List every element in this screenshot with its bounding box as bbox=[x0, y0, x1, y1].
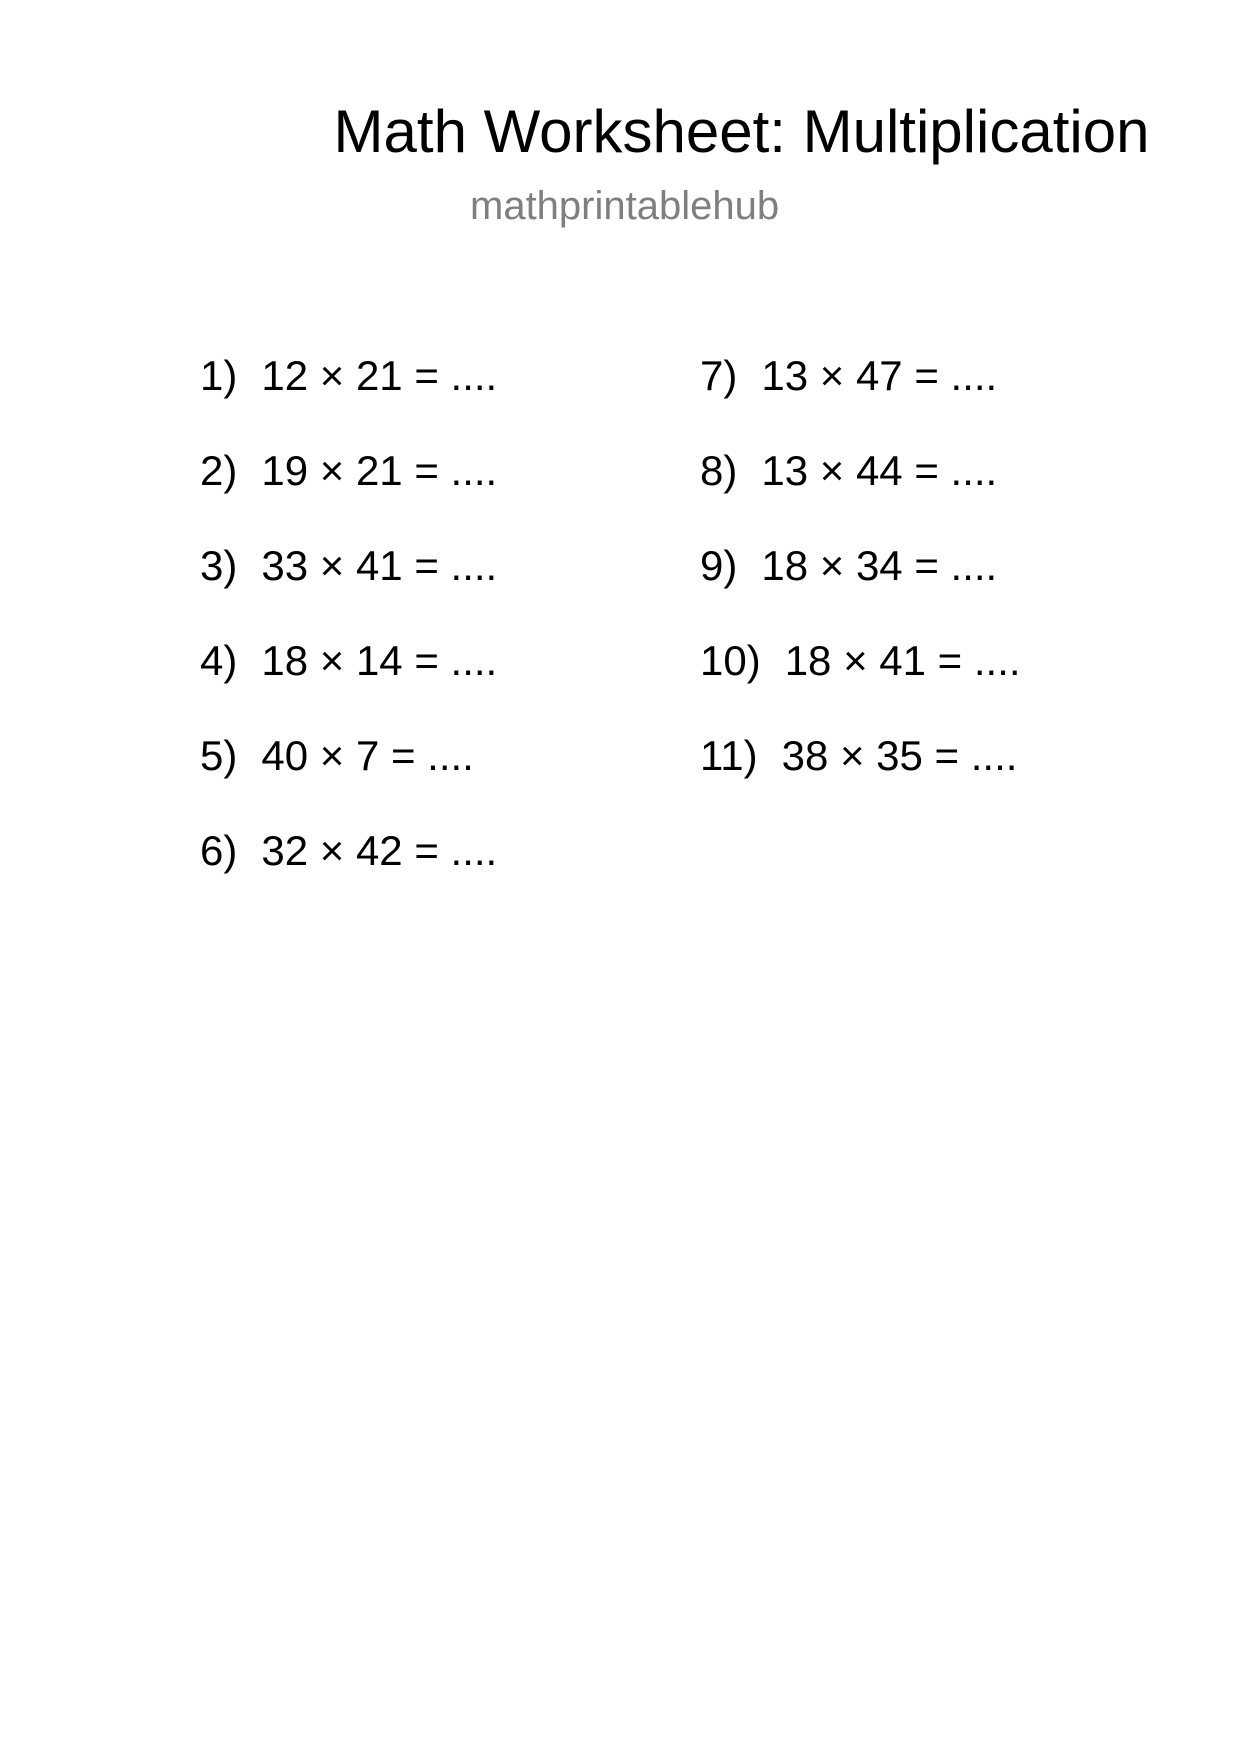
problem-number: 9) bbox=[700, 542, 738, 589]
problem-2 bbox=[200, 439, 497, 534]
problem-8 bbox=[700, 439, 1021, 534]
problem-number: 7) bbox=[700, 352, 738, 399]
source-label: mathprintablehub bbox=[470, 184, 780, 228]
problem-expression: 32 × 42 = .... bbox=[261, 827, 498, 874]
problem-expression: 19 × 21 = .... bbox=[261, 447, 498, 494]
problem-4 bbox=[200, 629, 497, 724]
problem-1 bbox=[200, 344, 497, 439]
problem-expression: 13 × 44 = .... bbox=[761, 447, 998, 494]
problem-number: 4) bbox=[200, 637, 238, 684]
problem-number: 11) bbox=[700, 732, 758, 779]
problem-expression: 18 × 41 = .... bbox=[784, 637, 1021, 684]
problem-5 bbox=[200, 724, 497, 819]
problem-7 bbox=[700, 344, 1021, 439]
problems-column-left bbox=[200, 344, 497, 914]
problem-3 bbox=[200, 534, 497, 629]
problem-expression: 33 × 41 = .... bbox=[261, 542, 498, 589]
problem-number: 1) bbox=[200, 352, 238, 399]
problems-column-right bbox=[700, 344, 1021, 819]
problem-expression: 18 × 34 = .... bbox=[761, 542, 998, 589]
problem-9 bbox=[700, 534, 1021, 629]
problem-number: 8) bbox=[700, 447, 738, 494]
problem-expression: 38 × 35 = .... bbox=[781, 732, 1018, 779]
problem-number: 3) bbox=[200, 542, 238, 589]
problem-10 bbox=[700, 629, 1021, 724]
problem-number: 5) bbox=[200, 732, 238, 779]
page-title: Math Worksheet: Multiplication bbox=[333, 98, 1150, 165]
problem-number: 2) bbox=[200, 447, 238, 494]
problem-number: 10) bbox=[700, 637, 761, 684]
problem-expression: 13 × 47 = .... bbox=[761, 352, 998, 399]
problem-number: 6) bbox=[200, 827, 238, 874]
problem-expression: 40 × 7 = .... bbox=[261, 732, 474, 779]
problem-expression: 18 × 14 = .... bbox=[261, 637, 498, 684]
problem-expression: 12 × 21 = .... bbox=[261, 352, 498, 399]
problem-6 bbox=[200, 819, 497, 914]
problem-11 bbox=[700, 724, 1021, 819]
